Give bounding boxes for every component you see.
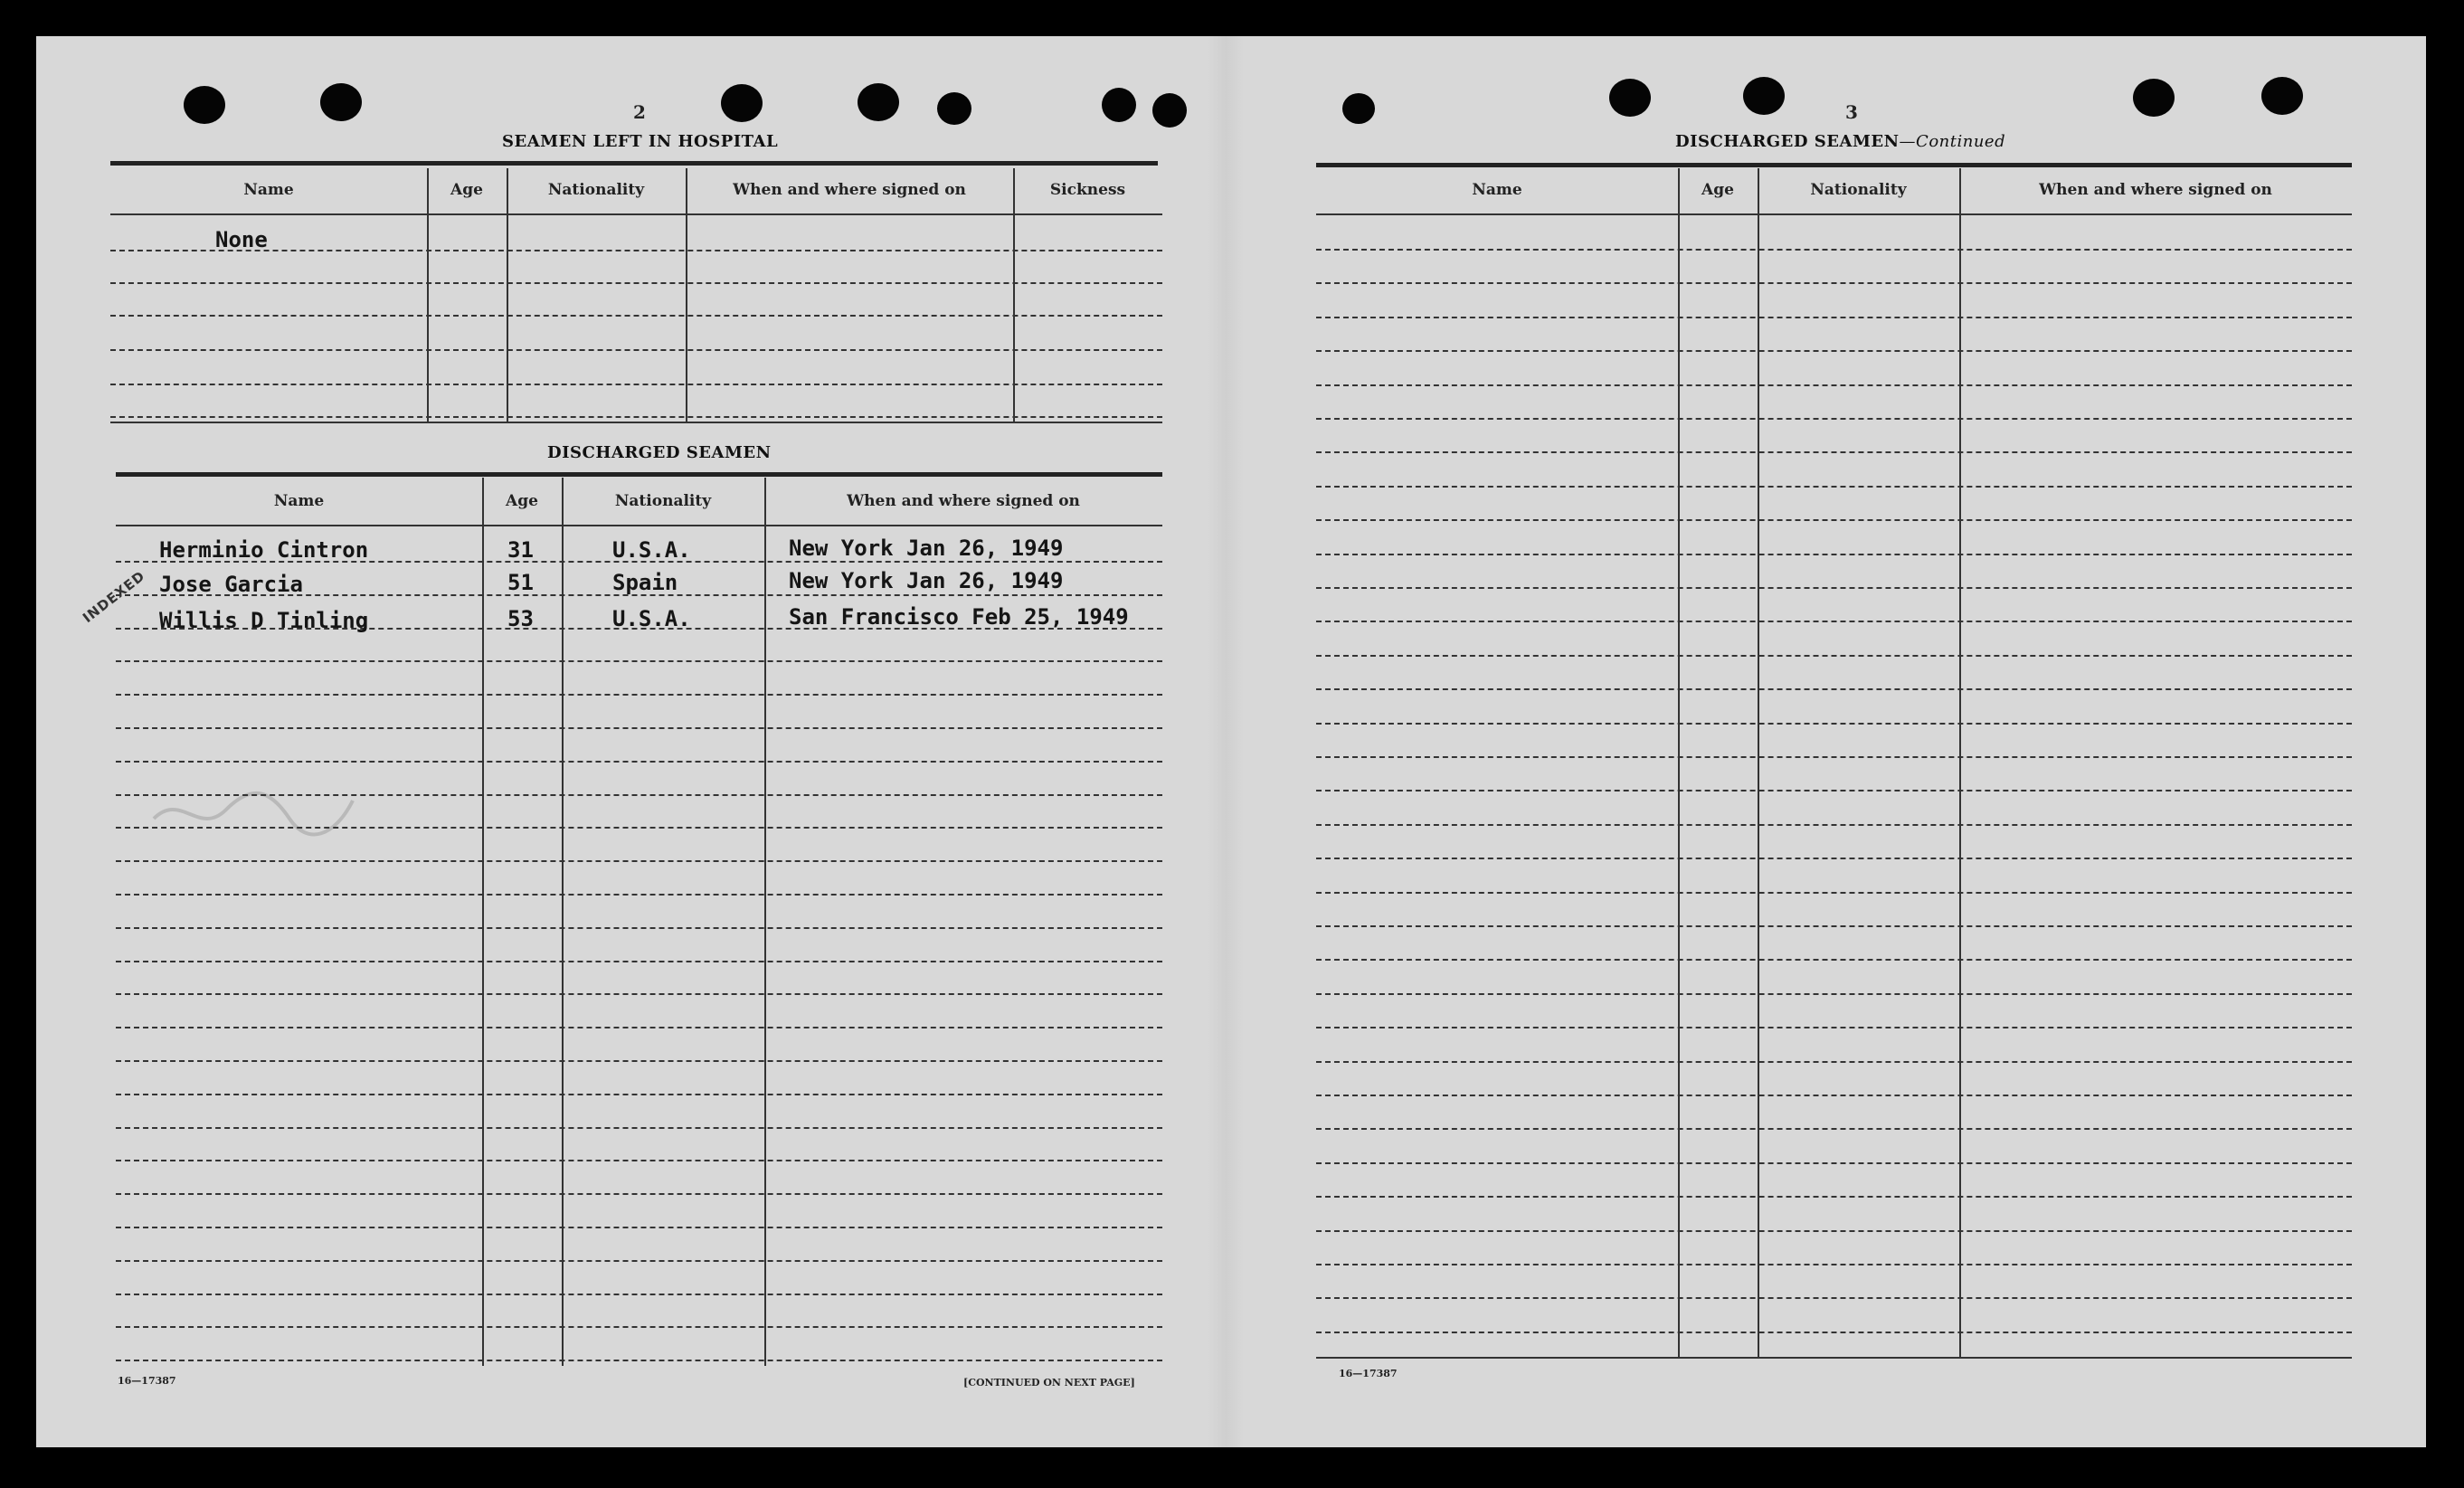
row-line [1316, 1128, 2352, 1131]
row-line [1316, 1297, 2352, 1300]
punch-hole [1609, 79, 1651, 117]
column-header-age: Age [1701, 181, 1734, 199]
row-line [116, 1227, 1162, 1229]
continued-note: [CONTINUED ON NEXT PAGE] [963, 1377, 1135, 1388]
row-line [116, 1060, 1162, 1063]
row-line [1316, 451, 2352, 454]
row-line [1316, 384, 2352, 387]
header-rule [110, 213, 1162, 215]
row-line [1316, 959, 2352, 962]
indexed-stamp: INDEXED [80, 567, 148, 627]
column-divider [764, 478, 766, 1366]
row-line [1316, 317, 2352, 319]
row-line [116, 727, 1162, 730]
row-line [1316, 892, 2352, 895]
section-rule [1316, 163, 2352, 167]
punch-hole [2261, 77, 2303, 115]
column-divider [427, 168, 429, 422]
seaman-nationality: U.S.A. [612, 537, 691, 563]
row-line [1316, 554, 2352, 556]
column-header-sickness: Sickness [1049, 181, 1126, 199]
column-header-age: Age [450, 181, 483, 199]
title-suffix: —Continued [1899, 132, 2006, 151]
punch-hole [2133, 79, 2175, 117]
hospital-section-title: SEAMEN LEFT IN HOSPITAL [502, 132, 779, 151]
row-line [1316, 723, 2352, 725]
header-rule [1316, 213, 2352, 215]
row-line [1316, 993, 2352, 996]
row-line [1316, 350, 2352, 353]
column-divider [1959, 168, 1961, 1358]
punch-hole [184, 86, 225, 124]
header-rule [116, 525, 1162, 526]
punch-hole [1342, 93, 1375, 124]
column-header-nationality: Nationality [614, 492, 712, 510]
page-number: 2 [633, 101, 646, 123]
row-line [116, 927, 1162, 930]
row-line [1316, 486, 2352, 488]
seaman-signed-on: New York Jan 26, 1949 [789, 535, 1064, 561]
row-line [1316, 621, 2352, 623]
row-line [116, 694, 1162, 697]
row-line [1316, 925, 2352, 928]
column-header-signed-on: When and where signed on [847, 492, 1080, 510]
page-number: 3 [1845, 101, 1858, 123]
column-divider [482, 478, 484, 1366]
column-divider [1013, 168, 1015, 422]
row-line [1316, 519, 2352, 522]
row-line [1316, 858, 2352, 860]
row-line [1316, 587, 2352, 590]
punch-hole [937, 92, 971, 125]
row-line [1316, 688, 2352, 691]
column-header-age: Age [506, 492, 538, 510]
table-bottom-rule [1316, 1357, 2352, 1359]
row-line [110, 416, 1162, 419]
row-line [1316, 1095, 2352, 1097]
column-header-nationality: Nationality [1810, 181, 1907, 199]
row-line [110, 384, 1162, 386]
row-line [1316, 1230, 2352, 1233]
row-line [1316, 1196, 2352, 1199]
punch-hole [1743, 77, 1785, 115]
row-line [116, 1094, 1162, 1096]
row-line [116, 1294, 1162, 1296]
discharged-section-title: DISCHARGED SEAMEN [547, 443, 772, 462]
row-line [1316, 249, 2352, 251]
row-line [116, 1160, 1162, 1162]
faint-handwriting-mark [145, 782, 362, 846]
row-line [1316, 1061, 2352, 1064]
seaman-name: Willis D Tinling [159, 608, 369, 633]
row-line [116, 961, 1162, 963]
row-line [1316, 282, 2352, 285]
punch-hole [1102, 88, 1136, 122]
seaman-age: 31 [507, 537, 534, 563]
page-fold [1208, 36, 1244, 1447]
row-line [110, 250, 1162, 252]
discharged-continued-title [1675, 132, 2005, 151]
row-line [116, 860, 1162, 863]
seaman-name: Jose Garcia [159, 572, 303, 597]
column-header-name: Name [273, 492, 325, 510]
section-rule [110, 161, 1158, 166]
column-divider [562, 478, 564, 1366]
row-line [1316, 1264, 2352, 1266]
punch-hole [1152, 93, 1187, 128]
row-line [110, 282, 1162, 285]
seaman-signed-on: San Francisco Feb 25, 1949 [789, 604, 1129, 630]
row-line [1316, 655, 2352, 658]
column-divider [686, 168, 687, 422]
column-header-signed-on: When and where signed on [2039, 181, 2272, 199]
row-line [1316, 418, 2352, 421]
row-line [116, 761, 1162, 763]
row-line [1316, 824, 2352, 827]
column-header-name: Name [243, 181, 294, 199]
row-line [1316, 1027, 2352, 1029]
title-main: DISCHARGED SEAMEN [1675, 132, 1900, 151]
seaman-nationality: Spain [612, 570, 678, 595]
seaman-nationality: U.S.A. [612, 606, 691, 631]
row-line [116, 1326, 1162, 1329]
punch-hole [320, 83, 362, 121]
column-header-nationality: Nationality [547, 181, 645, 199]
row-line [116, 1360, 1162, 1362]
punch-hole [858, 83, 899, 121]
row-line [116, 1193, 1162, 1196]
section-rule [116, 472, 1162, 477]
row-line [116, 660, 1162, 663]
seaman-name: Herminio Cintron [159, 537, 369, 563]
table-bottom-rule [110, 422, 1162, 423]
row-line [116, 1127, 1162, 1130]
column-header-signed-on: When and where signed on [733, 181, 966, 199]
column-header-name: Name [1472, 181, 1522, 199]
row-line [116, 1260, 1162, 1263]
row-line [110, 349, 1162, 352]
punch-hole [721, 84, 763, 122]
row-line [116, 993, 1162, 996]
form-number: 16—17387 [118, 1375, 176, 1387]
seaman-signed-on: New York Jan 26, 1949 [789, 568, 1064, 593]
row-line [116, 894, 1162, 896]
row-line [110, 315, 1162, 318]
form-number: 16—17387 [1339, 1368, 1398, 1379]
row-line [1316, 1332, 2352, 1334]
column-divider [1758, 168, 1759, 1358]
hospital-entry: None [215, 227, 268, 252]
row-line [1316, 756, 2352, 759]
column-divider [507, 168, 508, 422]
seaman-age: 51 [507, 570, 534, 595]
row-line [1316, 790, 2352, 792]
row-line [116, 1027, 1162, 1029]
column-divider [1678, 168, 1680, 1358]
row-line [1316, 1162, 2352, 1165]
seaman-age: 53 [507, 606, 534, 631]
